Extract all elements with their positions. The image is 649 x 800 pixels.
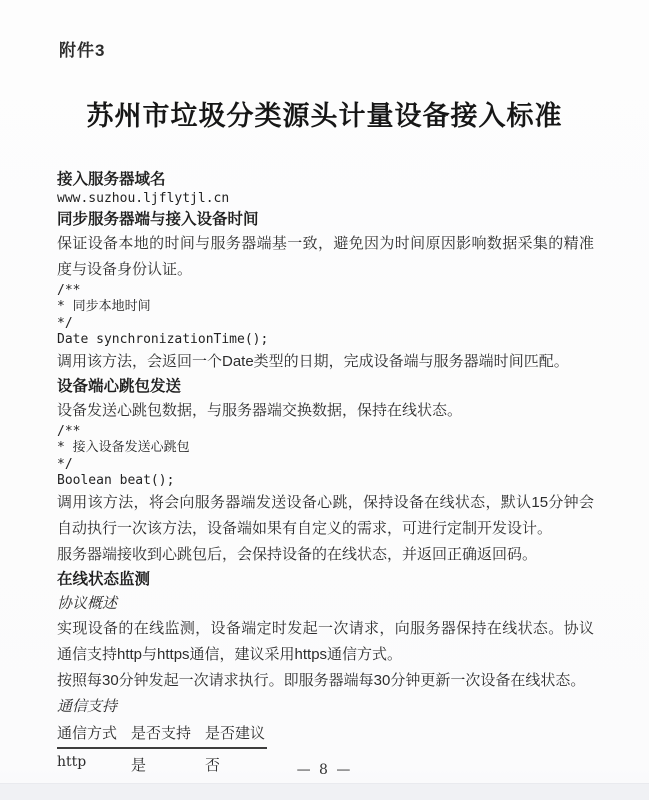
section-heading-server-domain: 接入服务器域名 — [57, 171, 166, 188]
paragraph-heartbeat-intro: 设备发送心跳包数据，与服务器端交换数据，保持在线状态。 — [57, 401, 463, 419]
section-heading-time-sync: 同步服务器端与接入设备时间 — [57, 210, 259, 228]
page-number: — 8 — — [296, 762, 353, 778]
attachment-label: 附件3 — [59, 41, 106, 60]
code-comment-send-heartbeat: * 接入设备发送心跳包 — [57, 440, 190, 455]
section-heading-heartbeat: 设备端心跳包发送 — [57, 377, 182, 395]
code-comment-close: */ — [57, 456, 73, 472]
paragraph-online-monitoring: 实现设备的在线监测，设备端定时发起一次请求，向服务器保持在线状态。协议通信支持http与https通信，建议采用https通信方式。 — [57, 619, 594, 663]
table-header-recommended: 是否建议 — [205, 722, 267, 748]
paragraph-sync-method-desc: 调用该方法，会返回一个Date类型的日期，完成设备端与服务器端时间匹配。 — [57, 352, 569, 370]
table-cell-supported: 是 — [131, 756, 147, 774]
code-comment-open: /** — [57, 282, 81, 298]
code-comment-close: */ — [57, 315, 73, 331]
document-title: 苏州市垃圾分类源头计量设备接入标准 — [86, 101, 563, 131]
table-header-row — [57, 722, 267, 748]
scan-edge-strip — [0, 783, 649, 800]
code-method-synchronization-time: Date synchronizationTime(); — [57, 332, 269, 347]
table-header-supported: 是否支持 — [131, 722, 205, 748]
paragraph-beat-method-desc: 调用该方法，将会向服务器端发送设备心跳，保持设备在线状态，默认15分钟会自动执行一次该方法，设备端如果有自定义的需求，可进行定制开发设计。 — [57, 493, 594, 537]
table-header-comm-method: 通信方式 — [57, 722, 131, 748]
paragraph-request-interval: 按照每30分钟发起一次请求执行。即服务器端每30分钟更新一次设备在线状态。 — [57, 671, 586, 689]
document-body — [57, 168, 594, 775]
subheading-communication-support: 通信支持 — [57, 697, 118, 715]
code-comment-open: /** — [57, 423, 81, 439]
subheading-protocol-overview: 协议概述 — [57, 594, 118, 612]
table-cell-recommended: 否 — [205, 756, 221, 774]
code-method-beat: Boolean beat(); — [57, 473, 175, 488]
paragraph-server-heartbeat-response: 服务器端接收到心跳包后，会保持设备的在线状态，并返回正确返回码。 — [57, 545, 538, 563]
server-domain-value: www.suzhou.ljflytjl.cn — [57, 191, 230, 206]
paragraph-time-sync: 保证设备本地的时间与服务器端基一致，避免因为时间原因影响数据采集的精准度与设备身份认证。 — [57, 234, 594, 278]
code-comment-sync-local-time: * 同步本地时间 — [57, 299, 151, 314]
section-heading-online-status: 在线状态监测 — [57, 570, 151, 588]
table-cell-method: http — [57, 753, 87, 770]
